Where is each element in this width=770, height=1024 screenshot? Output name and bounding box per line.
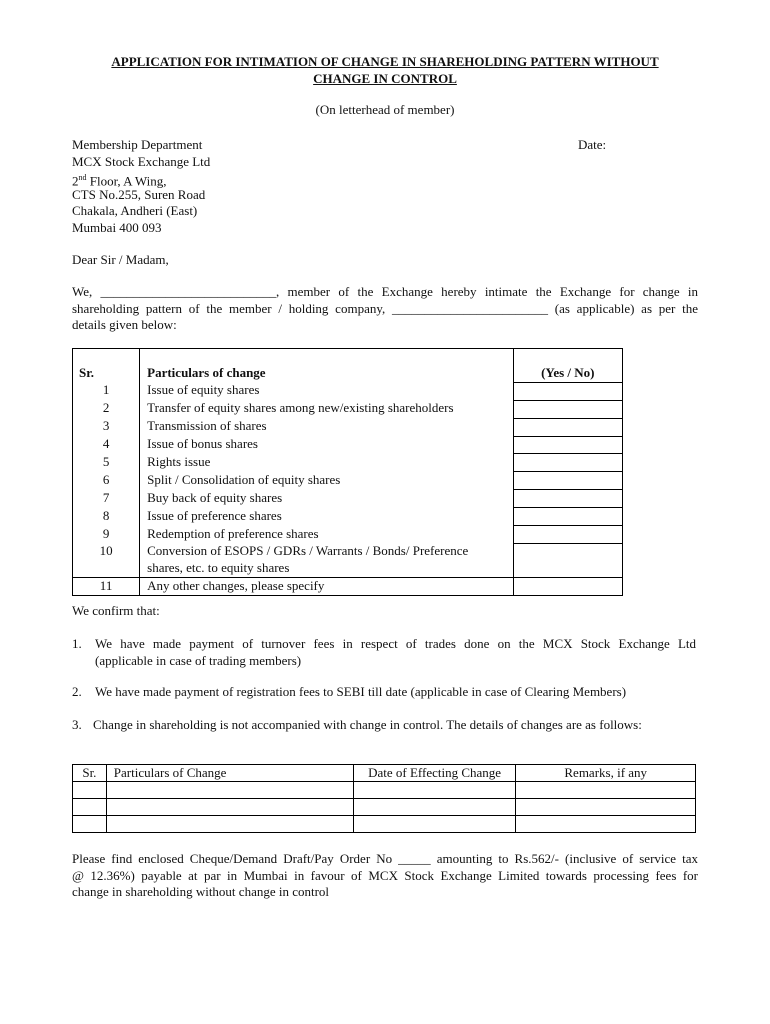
row-sr: 2 [73, 400, 140, 418]
row-particular: Buy back of equity shares [140, 490, 513, 508]
table-row [73, 490, 623, 508]
cell-particulars[interactable] [106, 799, 353, 816]
row-yes-no-cell[interactable] [513, 490, 622, 508]
document-title [72, 54, 698, 87]
row-particular: Transmission of shares [140, 418, 513, 436]
address-line-2: MCX Stock Exchange Ltd [72, 153, 211, 169]
point-1-line-2: (applicable in case of trading members) [95, 652, 302, 668]
row-yes-no-cell[interactable] [513, 454, 622, 472]
row-sr: 4 [73, 436, 140, 454]
row-particular: Transfer of equity shares among new/existing shareholders [140, 400, 513, 418]
point-2: We have made payment of registration fees to SEBI till date (applicable in case of Clearing Members) [95, 684, 627, 699]
title-line-2: CHANGE IN CONTROL [313, 70, 457, 86]
row-particular-line-2: shares, etc. to equity shares [147, 560, 290, 576]
row-sr: 5 [73, 454, 140, 472]
table-row [73, 526, 623, 544]
row-yes-no-cell[interactable] [513, 508, 622, 526]
header-sr: Sr. [73, 765, 107, 782]
row-yes-no-cell[interactable] [513, 543, 622, 577]
point-3: Change in shareholding is not accompanied with change in control. The details of changes are as follows: [93, 717, 642, 732]
row-particular: Rights issue [140, 454, 513, 472]
row-particular: Split / Consolidation of equity shares [140, 472, 513, 490]
row-sr: 3 [73, 418, 140, 436]
intro-line-3: details given below: [72, 317, 177, 332]
row-sr: 8 [73, 508, 140, 526]
closing-paragraph [72, 851, 698, 901]
row-sr: 9 [73, 526, 140, 544]
table-row [73, 454, 623, 472]
table-header-row [73, 765, 696, 782]
table-row [73, 400, 623, 418]
cell-date[interactable] [353, 782, 516, 799]
header-remarks: Remarks, if any [516, 765, 696, 782]
table-row [73, 816, 696, 833]
point-1-number: 1. [72, 636, 82, 651]
recipient-address [72, 137, 210, 236]
point-3-number: 3. [72, 717, 82, 732]
subtitle: (On letterhead of member) [315, 102, 455, 117]
row-sr: 1 [73, 382, 140, 400]
cell-particulars[interactable] [106, 816, 353, 833]
address-line-5: Chakala, Andheri (East) [72, 203, 198, 218]
row-yes-no-cell[interactable] [513, 400, 622, 418]
table-row [73, 782, 696, 799]
table-header-spacer [73, 349, 623, 366]
change-details-table [72, 764, 696, 833]
header-yes-no: (Yes / No) [513, 365, 622, 382]
row-particular [140, 543, 513, 577]
cell-sr[interactable] [73, 782, 107, 799]
row-particular-line-1: Conversion of ESOPS / GDRs / Warrants / Bonds/ Preference [147, 543, 469, 559]
table-row [73, 543, 623, 577]
table-row [73, 578, 623, 596]
intro-line-2: shareholding pattern of the member / holding company, ________________________ (as applicable) as per the [72, 300, 698, 316]
cell-date[interactable] [353, 799, 516, 816]
address-line-6: Mumbai 400 093 [72, 219, 162, 235]
table-row [73, 799, 696, 816]
row-particular: Issue of equity shares [140, 382, 513, 400]
address-line-4: CTS No.255, Suren Road [72, 186, 206, 202]
row-particular: Issue of bonus shares [140, 436, 513, 454]
row-sr: 7 [73, 490, 140, 508]
title-line-1: APPLICATION FOR INTIMATION OF CHANGE IN SHAREHOLDING PATTERN WITHOUT [111, 54, 659, 69]
table-row [73, 508, 623, 526]
header-particulars: Particulars of Change [106, 765, 353, 782]
cell-date[interactable] [353, 816, 516, 833]
row-yes-no-cell[interactable] [513, 526, 622, 544]
closing-line-2: @ 12.36%) payable at par in Mumbai in favour of MCX Stock Exchange Limited towards processing fees for [72, 867, 698, 883]
address-line-1: Membership Department [72, 137, 203, 152]
closing-line-1: Please find enclosed Cheque/Demand Draft/Pay Order No _____ amounting to Rs.562/- (inclusive of service tax [72, 851, 698, 866]
table-row [73, 418, 623, 436]
row-particular: Issue of preference shares [140, 508, 513, 526]
table-row [73, 382, 623, 400]
closing-line-3: change in shareholding without change in control [72, 884, 330, 899]
change-particulars-table [72, 348, 623, 596]
confirm-heading: We confirm that: [72, 603, 160, 618]
table-row [73, 472, 623, 490]
row-sr: 11 [73, 578, 140, 596]
row-yes-no-cell[interactable] [513, 472, 622, 490]
date-label: Date: [578, 137, 607, 152]
intro-paragraph [72, 284, 698, 334]
row-sr: 6 [73, 472, 140, 490]
salutation: Dear Sir / Madam, [72, 252, 169, 267]
row-particular: Redemption of preference shares [140, 526, 513, 544]
row-sr: 10 [73, 543, 140, 577]
address-line-3: 2nd Floor, A Wing, [72, 173, 167, 189]
cell-remarks[interactable] [516, 816, 696, 833]
cell-sr[interactable] [73, 816, 107, 833]
row-particular: Any other changes, please specify [140, 578, 513, 596]
header-date: Date of Effecting Change [353, 765, 516, 782]
row-yes-no-cell[interactable] [513, 436, 622, 454]
cell-particulars[interactable] [106, 782, 353, 799]
cell-remarks[interactable] [516, 799, 696, 816]
cell-remarks[interactable] [516, 782, 696, 799]
cell-sr[interactable] [73, 799, 107, 816]
row-yes-no-cell[interactable] [513, 578, 622, 596]
table-header-row [73, 365, 623, 382]
row-yes-no-cell[interactable] [513, 382, 622, 400]
intro-line-1: We, ___________________________, member of the Exchange hereby intimate the Exchange for change in [72, 284, 698, 299]
point-1-line-1: We have made payment of turnover fees in respect of trades done on the MCX Stock Exchange Ltd [95, 636, 696, 651]
row-yes-no-cell[interactable] [513, 418, 622, 436]
point-2-number: 2. [72, 684, 82, 699]
table-row [73, 436, 623, 454]
header-particulars: Particulars of change [140, 365, 513, 382]
header-sr: Sr. [73, 365, 140, 382]
point-1 [95, 636, 696, 669]
